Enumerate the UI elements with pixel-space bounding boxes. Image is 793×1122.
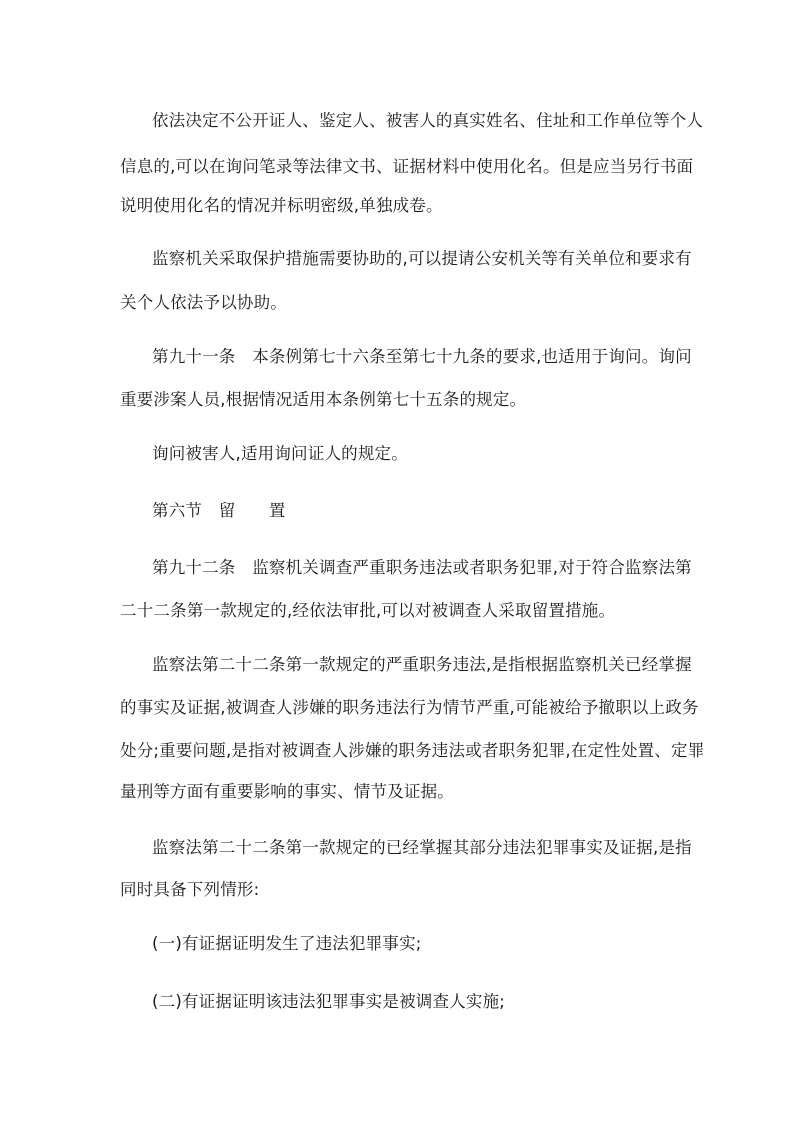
paragraph-line: 说明使用化名的情况并标明密级,单独成卷。 [120, 196, 443, 215]
paragraph-line: 同时具备下列情形: [120, 880, 260, 899]
paragraph-line: 量刑等方面有重要影响的事实、情节及证据。 [120, 782, 454, 801]
paragraph-line: 监察法第二十二条第一款规定的严重职务违法,是指根据监察机关已经掌握 [152, 655, 692, 674]
paragraph-line: 重要涉案人员,根据情况适用本条例第七十五条的规定。 [120, 390, 527, 409]
list-item: (一)有证据证明发生了违法犯罪事实; [152, 934, 422, 953]
section-heading: 第六节 留 置 [152, 501, 286, 520]
paragraph-line: 询问被害人,适用询问证人的规定。 [152, 444, 408, 463]
paragraph-line: 处分;重要问题,是指对被调查人涉嫌的职务违法或者职务犯罪,在定性处置、定罪 [120, 741, 705, 760]
paragraph-line: 二十二条第一款规定的,经依法审批,可以对被调查人采取留置措施。 [120, 601, 616, 620]
paragraph-line: 关个人依法予以协助。 [120, 293, 287, 312]
paragraph-line: 监察法第二十二条第一款规定的已经掌握其部分违法犯罪事实及证据,是指 [152, 838, 692, 857]
article-line: 第九十二条 监察机关调查严重职务违法或者职务犯罪,对于符合监察法第 [152, 558, 692, 577]
paragraph-line: 监察机关采取保护措施需要协助的,可以提请公安机关等有关单位和要求有 [152, 249, 692, 268]
paragraph-line: 信息的,可以在询问笔录等法律文书、证据材料中使用化名。但是应当另行书面 [120, 157, 694, 176]
paragraph-line: 的事实及证据,被调查人涉嫌的职务违法行为情节严重,可能被给予撤职以上政务 [120, 698, 699, 717]
list-item: (二)有证据证明该违法犯罪事实是被调查人实施; [152, 992, 506, 1011]
paragraph-line: 依法决定不公开证人、鉴定人、被害人的真实姓名、住址和工作单位等个人 [152, 111, 704, 130]
article-line: 第九十一条 本条例第七十六条至第七十九条的要求,也适用于询问。询问 [152, 347, 692, 366]
